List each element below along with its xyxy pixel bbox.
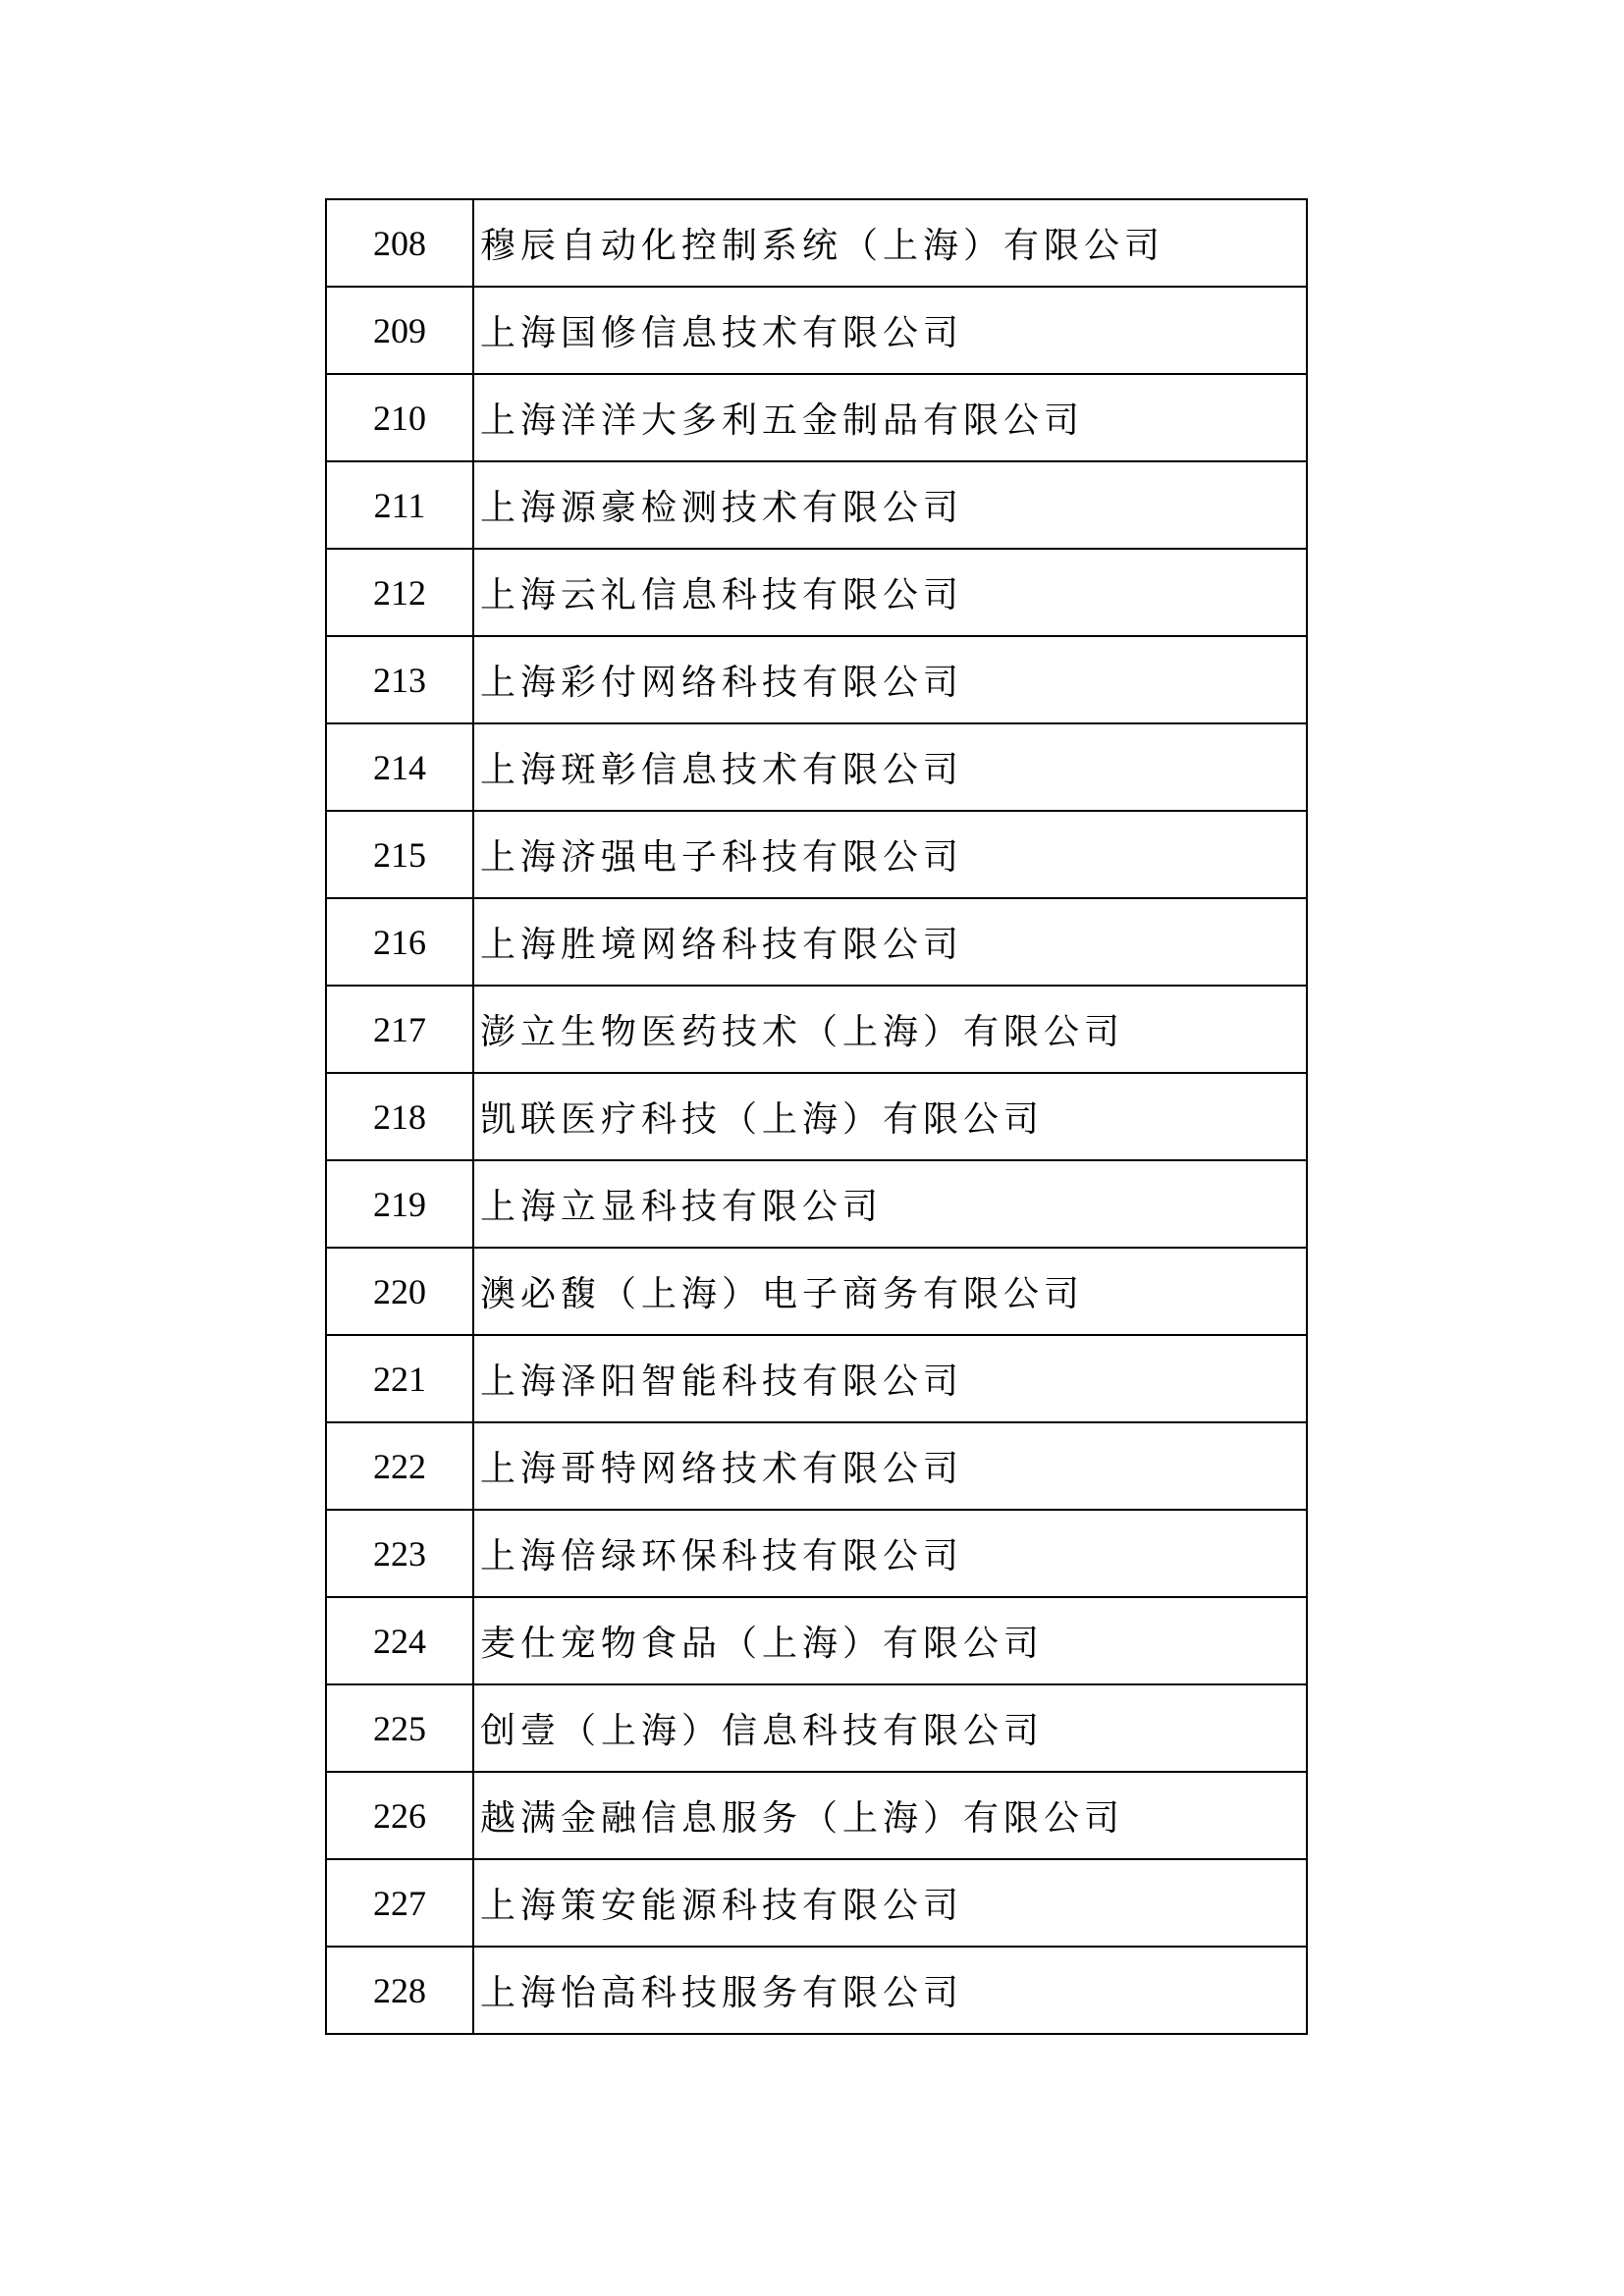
table-row bbox=[326, 1859, 1307, 1947]
row-number-cell: 214 bbox=[326, 723, 473, 811]
row-number-cell: 217 bbox=[326, 986, 473, 1073]
company-name-cell: 上海泽阳智能科技有限公司 bbox=[473, 1335, 1307, 1422]
row-number-cell: 218 bbox=[326, 1073, 473, 1160]
row-number-cell: 212 bbox=[326, 549, 473, 636]
company-name-cell: 上海怡高科技服务有限公司 bbox=[473, 1947, 1307, 2034]
company-name-cell: 创壹（上海）信息科技有限公司 bbox=[473, 1684, 1307, 1772]
company-name-cell: 上海洋洋大多利五金制品有限公司 bbox=[473, 374, 1307, 461]
company-name-cell: 凯联医疗科技（上海）有限公司 bbox=[473, 1073, 1307, 1160]
company-name-cell: 上海立显科技有限公司 bbox=[473, 1160, 1307, 1248]
table-row bbox=[326, 1248, 1307, 1335]
table-row bbox=[326, 1160, 1307, 1248]
row-number-cell: 225 bbox=[326, 1684, 473, 1772]
company-name-cell: 上海策安能源科技有限公司 bbox=[473, 1859, 1307, 1947]
row-number-cell: 228 bbox=[326, 1947, 473, 2034]
row-number-cell: 216 bbox=[326, 898, 473, 986]
table-row bbox=[326, 1510, 1307, 1597]
table-row bbox=[326, 374, 1307, 461]
company-name-cell: 上海源豪检测技术有限公司 bbox=[473, 461, 1307, 549]
row-number-cell: 226 bbox=[326, 1772, 473, 1859]
company-name-cell: 澎立生物医药技术（上海）有限公司 bbox=[473, 986, 1307, 1073]
table-row bbox=[326, 898, 1307, 986]
row-number-cell: 209 bbox=[326, 287, 473, 374]
row-number-cell: 227 bbox=[326, 1859, 473, 1947]
company-name-cell: 上海倍绿环保科技有限公司 bbox=[473, 1510, 1307, 1597]
company-name-cell: 上海哥特网络技术有限公司 bbox=[473, 1422, 1307, 1510]
row-number-cell: 215 bbox=[326, 811, 473, 898]
company-name-cell: 穆辰自动化控制系统（上海）有限公司 bbox=[473, 199, 1307, 287]
row-number-cell: 210 bbox=[326, 374, 473, 461]
table-row bbox=[326, 986, 1307, 1073]
company-name-cell: 上海斑彰信息技术有限公司 bbox=[473, 723, 1307, 811]
table-row bbox=[326, 1597, 1307, 1684]
company-name-cell: 澳必馥（上海）电子商务有限公司 bbox=[473, 1248, 1307, 1335]
company-name-cell: 上海胜境网络科技有限公司 bbox=[473, 898, 1307, 986]
table-row bbox=[326, 1947, 1307, 2034]
row-number-cell: 208 bbox=[326, 199, 473, 287]
table-body bbox=[326, 199, 1307, 2034]
row-number-cell: 221 bbox=[326, 1335, 473, 1422]
company-name-cell: 越满金融信息服务（上海）有限公司 bbox=[473, 1772, 1307, 1859]
row-number-cell: 220 bbox=[326, 1248, 473, 1335]
table-row bbox=[326, 723, 1307, 811]
row-number-cell: 223 bbox=[326, 1510, 473, 1597]
row-number-cell: 211 bbox=[326, 461, 473, 549]
row-number-cell: 219 bbox=[326, 1160, 473, 1248]
row-number-cell: 213 bbox=[326, 636, 473, 723]
table-row bbox=[326, 1073, 1307, 1160]
table-row bbox=[326, 549, 1307, 636]
table-row bbox=[326, 1684, 1307, 1772]
company-name-cell: 上海国修信息技术有限公司 bbox=[473, 287, 1307, 374]
row-number-cell: 224 bbox=[326, 1597, 473, 1684]
company-name-cell: 上海济强电子科技有限公司 bbox=[473, 811, 1307, 898]
row-number-cell: 222 bbox=[326, 1422, 473, 1510]
table-row bbox=[326, 811, 1307, 898]
company-name-cell: 上海彩付网络科技有限公司 bbox=[473, 636, 1307, 723]
company-list-table bbox=[325, 198, 1308, 2035]
company-name-cell: 上海云礼信息科技有限公司 bbox=[473, 549, 1307, 636]
table-row bbox=[326, 1422, 1307, 1510]
table-row bbox=[326, 1772, 1307, 1859]
table-row bbox=[326, 461, 1307, 549]
company-name-cell: 麦仕宠物食品（上海）有限公司 bbox=[473, 1597, 1307, 1684]
table-row bbox=[326, 636, 1307, 723]
table-row bbox=[326, 287, 1307, 374]
table-row bbox=[326, 199, 1307, 287]
table-row bbox=[326, 1335, 1307, 1422]
